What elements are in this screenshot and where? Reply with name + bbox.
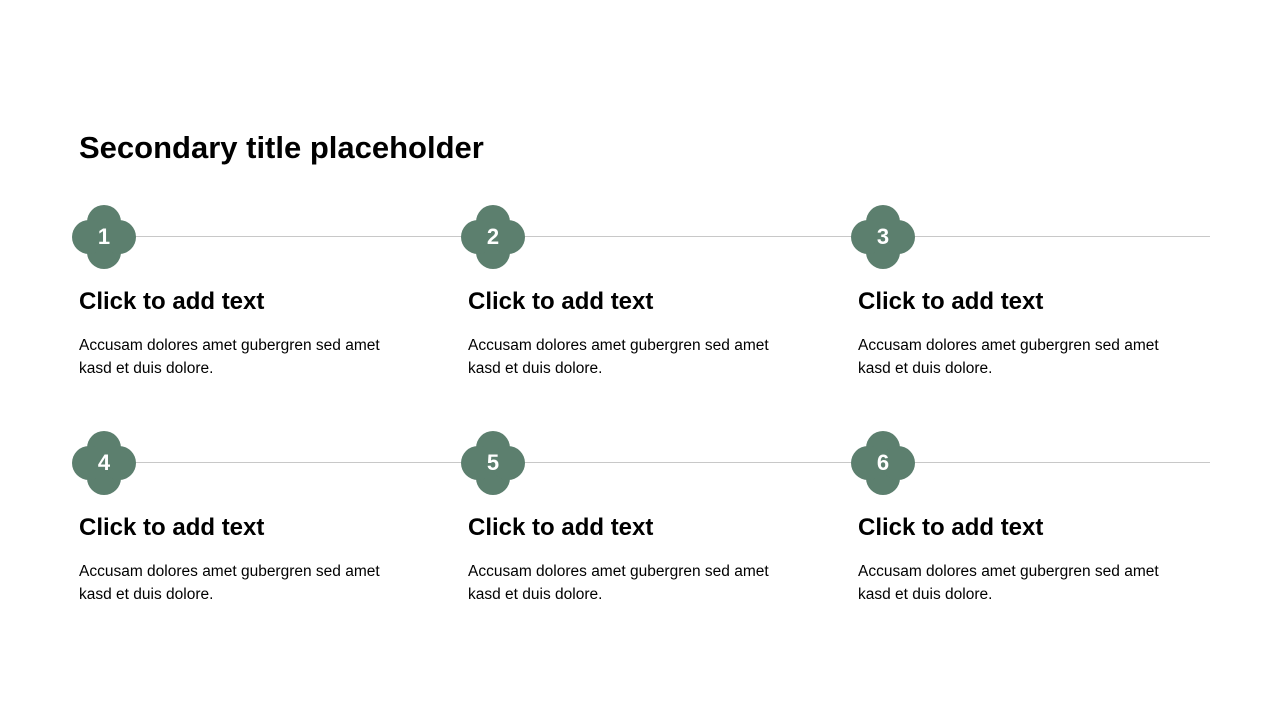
row-divider-2 bbox=[104, 462, 1210, 463]
step-badge bbox=[458, 428, 528, 498]
step-heading[interactable]: Click to add text bbox=[79, 514, 265, 541]
step-description[interactable]: Accusam dolores amet gubergren sed amet kasd et duis dolore. bbox=[468, 337, 769, 377]
step-heading[interactable]: Click to add text bbox=[858, 514, 1044, 541]
step-number: 3 bbox=[876, 224, 890, 249]
step-description[interactable]: Accusam dolores amet gubergren sed amet kasd et duis dolore. bbox=[858, 337, 1159, 377]
step-number: 4 bbox=[97, 450, 111, 475]
step-description[interactable]: Accusam dolores amet gubergren sed amet kasd et duis dolore. bbox=[79, 337, 380, 377]
step-badge bbox=[848, 428, 918, 498]
step-badge bbox=[69, 428, 139, 498]
step-badge bbox=[848, 202, 918, 272]
slide-title[interactable]: Secondary title placeholder bbox=[79, 130, 484, 165]
step-number: 2 bbox=[486, 224, 500, 249]
step-heading[interactable]: Click to add text bbox=[468, 288, 654, 315]
step-description[interactable]: Accusam dolores amet gubergren sed amet kasd et duis dolore. bbox=[858, 563, 1159, 603]
step-heading[interactable]: Click to add text bbox=[858, 288, 1044, 315]
step-badge bbox=[69, 202, 139, 272]
step-description[interactable]: Accusam dolores amet gubergren sed amet kasd et duis dolore. bbox=[468, 563, 769, 603]
step-description[interactable]: Accusam dolores amet gubergren sed amet kasd et duis dolore. bbox=[79, 563, 380, 603]
step-number: 6 bbox=[876, 450, 890, 475]
row-divider-1 bbox=[104, 236, 1210, 237]
step-number: 5 bbox=[486, 450, 500, 475]
step-heading[interactable]: Click to add text bbox=[468, 514, 654, 541]
step-heading[interactable]: Click to add text bbox=[79, 288, 265, 315]
step-number: 1 bbox=[97, 224, 111, 249]
step-badge bbox=[458, 202, 528, 272]
